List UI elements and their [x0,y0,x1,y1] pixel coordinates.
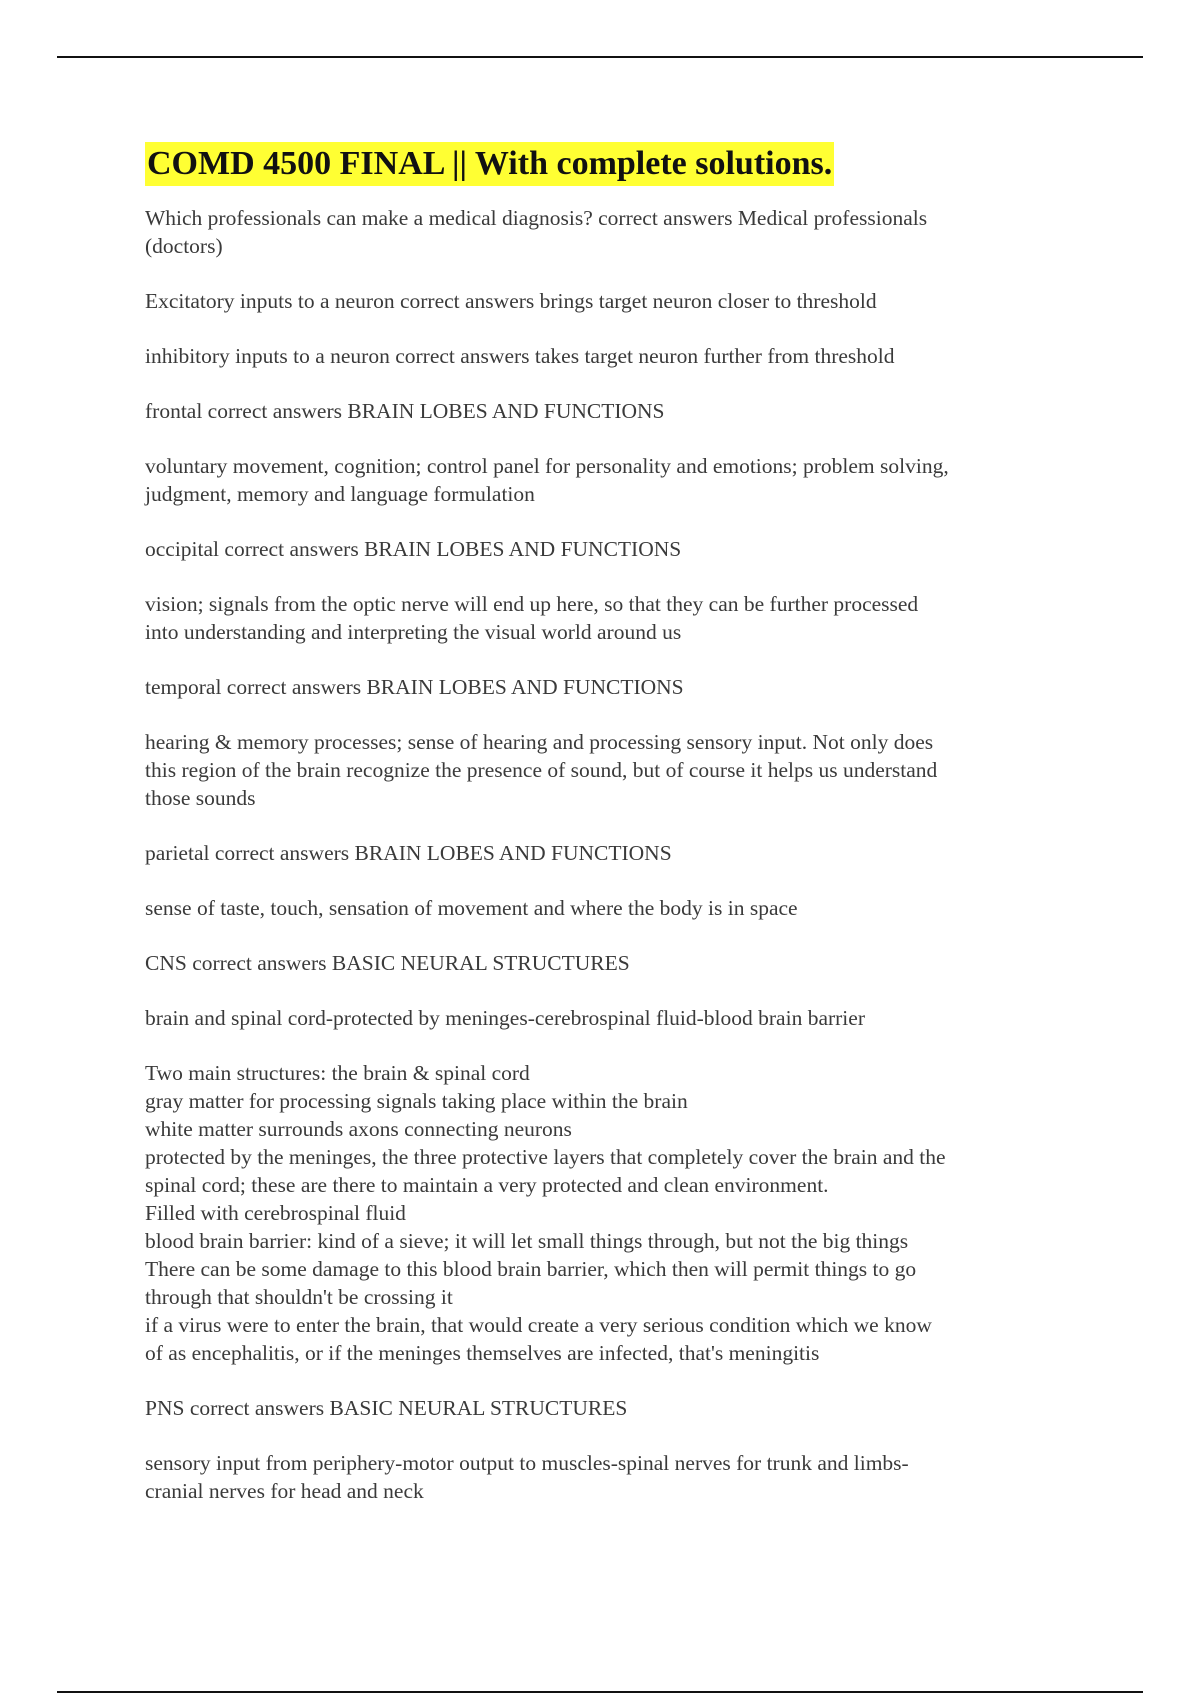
paragraph-line: gray matter for processing signals taking place within the brain [145,1089,688,1113]
paragraph-line: hearing & memory processes; sense of hearing and processing sensory input. Not only does [145,730,934,754]
paragraph-line: those sounds [145,786,256,810]
qa-paragraph [145,1004,1065,1032]
qa-paragraph [145,949,1065,977]
qa-paragraph [145,673,1065,701]
paragraph-line: Filled with cerebrospinal fluid [145,1201,406,1225]
qa-paragraph [145,1449,1065,1505]
paragraph-line: There can be some damage to this blood brain barrier, which then will permit things to go [145,1257,917,1281]
paragraph-line: Two main structures: the brain & spinal cord [145,1061,530,1085]
qa-paragraph [145,287,1065,315]
paragraph-line: voluntary movement, cognition; control panel for personality and emotions; problem solving, [145,454,949,478]
document-title: COMD 4500 FINAL || With complete solutions. [145,142,834,186]
paragraph-line: of as encephalitis, or if the meninges themselves are infected, that's meningitis [145,1341,820,1365]
qa-paragraph [145,590,1065,646]
qa-paragraph [145,342,1065,370]
qa-paragraph [145,1059,1065,1367]
paragraph-line: through that shouldn't be crossing it [145,1285,453,1309]
paragraph-line: sense of taste, touch, sensation of movement and where the body is in space [145,896,798,920]
qa-paragraph [145,839,1065,867]
paragraph-line: (doctors) [145,234,223,258]
paragraph-line: if a virus were to enter the brain, that would create a very serious condition which we know [145,1313,932,1337]
paragraph-line: into understanding and interpreting the visual world around us [145,620,682,644]
paragraph-line: CNS correct answers BASIC NEURAL STRUCTURES [145,951,630,975]
paragraph-line: white matter surrounds axons connecting neurons [145,1117,572,1141]
qa-paragraph [145,894,1065,922]
paragraph-line: inhibitory inputs to a neuron correct answers takes target neuron further from threshold [145,344,895,368]
paragraph-line: blood brain barrier: kind of a sieve; it will let small things through, but not the big things [145,1229,909,1253]
paragraph-line: judgment, memory and language formulation [145,482,535,506]
paragraph-line: occipital correct answers BRAIN LOBES AND FUNCTIONS [145,537,682,561]
qa-paragraph [145,452,1065,508]
qa-paragraph [145,728,1065,812]
paragraph-line: vision; signals from the optic nerve will end up here, so that they can be further processed [145,592,919,616]
paragraph-line: Which professionals can make a medical diagnosis? correct answers Medical professionals [145,206,928,230]
paragraph-line: frontal correct answers BRAIN LOBES AND FUNCTIONS [145,399,665,423]
document-body [145,142,1065,1532]
qa-paragraph [145,535,1065,563]
paragraph-line: spinal cord; these are there to maintain a very protected and clean environment. [145,1173,829,1197]
paragraph-line: this region of the brain recognize the presence of sound, but of course it helps us understand [145,758,938,782]
qa-paragraph [145,204,1065,260]
top-rule [57,56,1143,58]
paragraph-line: PNS correct answers BASIC NEURAL STRUCTURES [145,1396,628,1420]
paragraph-line: cranial nerves for head and neck [145,1479,424,1503]
paragraph-line: sensory input from periphery-motor output to muscles-spinal nerves for trunk and limbs- [145,1451,909,1475]
paragraph-line: parietal correct answers BRAIN LOBES AND FUNCTIONS [145,841,672,865]
qa-list [145,204,1065,1505]
paragraph-line: brain and spinal cord-protected by meninges-cerebrospinal fluid-blood brain barrier [145,1006,865,1030]
qa-paragraph [145,397,1065,425]
qa-paragraph [145,1394,1065,1422]
paragraph-line: temporal correct answers BRAIN LOBES AND FUNCTIONS [145,675,684,699]
bottom-rule [57,1691,1143,1693]
paragraph-line: protected by the meninges, the three protective layers that completely cover the brain and the [145,1145,946,1169]
paragraph-line: Excitatory inputs to a neuron correct answers brings target neuron closer to threshold [145,289,877,313]
